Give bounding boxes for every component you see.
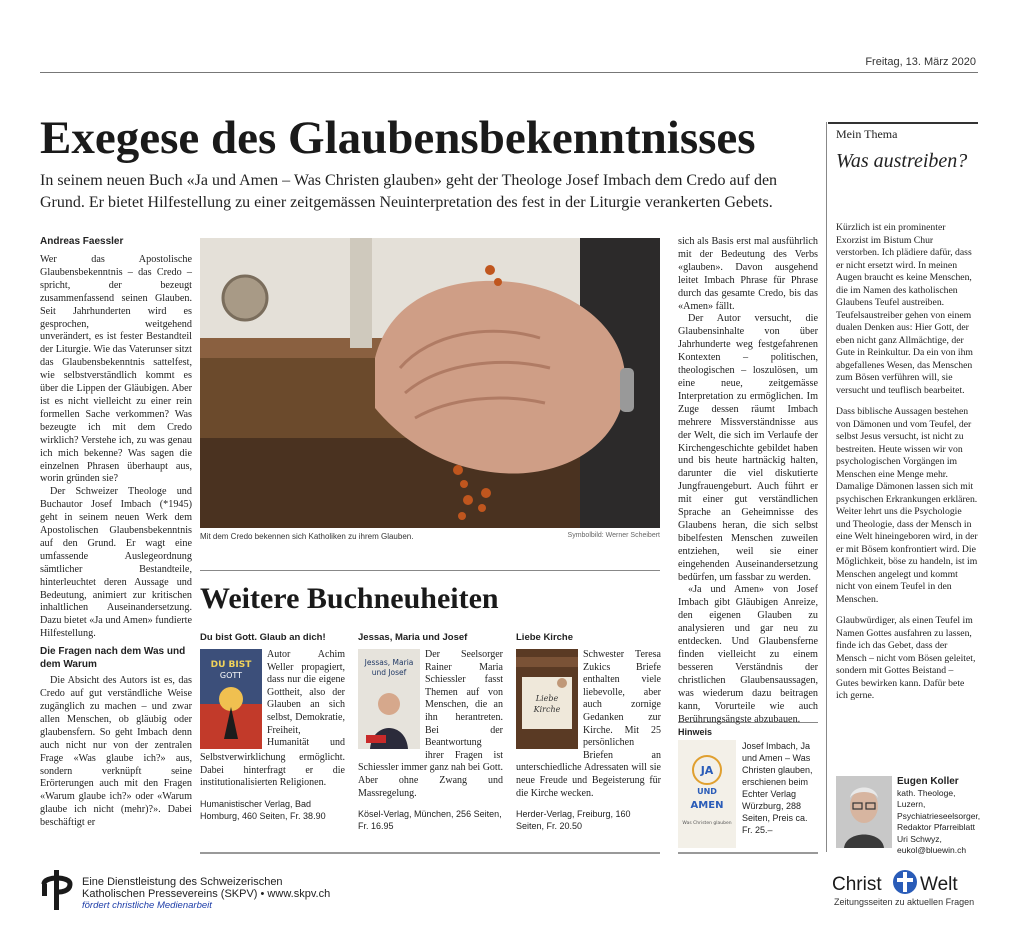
svg-text:Was Christen glauben: Was Christen glauben (682, 821, 732, 826)
author-photo (836, 776, 892, 848)
svg-text:GOTT: GOTT (219, 671, 243, 680)
article-column-3 (678, 236, 818, 725)
more-books-title: Weitere Buchneuheiten (200, 582, 499, 615)
sidebar-body (836, 222, 978, 770)
book-cover (200, 649, 262, 749)
skpv-logo-icon (40, 870, 74, 910)
svg-text:UND: UND (697, 787, 717, 796)
svg-text:Liebe: Liebe (535, 694, 559, 703)
book-publisher: Herder-Verlag, Freiburg, 160 Seiten, Fr. 20.50 (516, 809, 631, 832)
book-description: Schwester Teresa Zukics Briefe enthalten viele liebevolle, aber auch zornige Gedanken zur Kirche. Mit 25 persönlichen Briefen an unterschiedliche Adressaten will sie neue Freude und Begeisterung für die Kirche wecken. (516, 649, 661, 799)
issue-date: Freitag, 13. März 2020 (865, 56, 976, 68)
book-description: Autor Achim Weller propagiert, dass nur die eigene Gottheit, also der Glauben an sich selbst, Demokratie, Freiheit, Humanität und Selbstverwirklichung ermöglicht. Dabei hinterfragt er die institutionalisierten Religionen. (200, 649, 345, 789)
book-title: Du bist Gott. Glaub an dich! (200, 632, 326, 643)
sidebar-section: Mein Thema (836, 127, 898, 141)
book-cover (516, 649, 578, 749)
svg-text:Jessas, Maria: Jessas, Maria (364, 658, 414, 667)
photo-caption (200, 532, 660, 541)
svg-text:Welt: Welt (920, 874, 958, 895)
hint-bottom-rule (678, 852, 818, 854)
paragraph: Wer das Apostolische Glaubensbekenntnis – das Credo – spricht, der bezeugt zusammenfassend seinen Glauben. Seit Jahrhunderten wird es gesprochen, weitgehend unverändert, es ist fester Bestandteil der Liturgie. Wie das Vaterunser sitzt das Glaubensbekenntnis sattelfest, wie selbstverständlich kommt es über die Lippen der Gläubigen. Aber ist es nicht vielleicht zu einer rein formellen Sache verkommen? Was bezeugte ich mit dem Credo wirklich? Verstehe ich, zu was genau ich mich bekenne? Was sagen die einzelnen Phrasen überhaupt aus, worin gründen sie? (40, 254, 192, 485)
book-item (358, 632, 503, 852)
author-info (897, 776, 981, 857)
svg-text:JA: JA (700, 764, 714, 777)
paragraph: sich als Basis erst mal ausführlich mit der Bedeutung des Verbs «glauben». Davon ausgehend leitet Imbach Phrase für Phrase durch das gesamte Credo, bis das «Amen» fällt. (678, 236, 818, 312)
paragraph: Glaubwürdiger, als einen Teufel im Namen Gottes ausfahren zu lassen, finde ich das Gebet, dass der Mensch – nicht vom Bösen geleitet, sondern mit Gottes Beistand – Gutes bewirken kann. Dafür bete ich gerne. (836, 615, 976, 701)
book-title: Jessas, Maria und Josef (358, 632, 468, 643)
footer-tagline: fördert christliche Medienarbeit (82, 900, 212, 911)
book-publisher: Humanistischer Verlag, Bad Homburg, 460 Seiten, Fr. 38.90 (200, 798, 326, 821)
sidebar-divider (826, 122, 827, 852)
byline: Andreas Faessler (40, 236, 124, 247)
svg-text:DU BIST: DU BIST (210, 660, 252, 670)
article-headline: Exegese des Glaubensbekenntnisses (40, 112, 756, 164)
svg-text:Kirche: Kirche (533, 705, 561, 714)
book-description: Der Seelsorger Rainer Maria Schiessler fasst Themen auf von Menschen, die an ihn herantreten. Bei der Beantwortung ihrer Fragen ist Schiessler immer ganz nah bei Gott. Aber ohne Zwang und Massregelung. (358, 649, 503, 799)
book-cover (358, 649, 420, 749)
paragraph: «Ja und Amen» von Josef Imbach gibt Gläubigen Anreize, den eigenen Glauben zu analysieren und gar neu zu entdecken. Und Glaubensferne finden vielleicht zu einem besseren Verständnis der christlichen Glaubensaussagen, was wiederum dazu beitragen kann, Vorurteile wie auch Berührungsängste abzubauen. (678, 584, 818, 725)
book-item (200, 632, 345, 852)
sidebar-title: Was austreiben? (836, 150, 968, 172)
footer-line: Eine Dienstleistung des Schweizerischen (82, 876, 283, 888)
article-lead: In seinem neuen Buch «Ja und Amen – Was Christen glauben» geht der Theologe Josef Imbach dem Credo auf den Grund. Er bietet Hilfestellung zu einer zeitgemässen Neuinterpretation des fest in der Liturgie verankerten Gebets. (40, 172, 778, 211)
footer-text (82, 876, 330, 912)
article-photo (200, 238, 660, 528)
hint-label: Hinweis (678, 727, 713, 737)
hint-text: Josef Imbach, Ja und Amen – Was Christen glauben, erschienen beim Echter Verlag Würzburg, 288 Seiten, Preis ca. Fr. 25.– (742, 741, 813, 835)
svg-text:AMEN: AMEN (690, 800, 724, 811)
hint-rule (678, 722, 818, 723)
photo-credit: Symbolbild: Werner Scheibert (567, 532, 660, 539)
book-item (516, 632, 661, 852)
caption-text: Mit dem Credo bekennen sich Katholiken zu ihrem Glauben. (200, 532, 414, 541)
svg-text:Christ: Christ (832, 874, 882, 895)
section-bottom-rule (200, 852, 660, 854)
christ-welt-tagline: Zeitungsseiten zu aktuellen Fragen (834, 897, 975, 907)
book-title: Liebe Kirche (516, 632, 574, 643)
svg-text:und Josef: und Josef (371, 668, 407, 677)
sidebar-top-rule (828, 122, 978, 124)
author-email[interactable]: eukol@bluewin.ch (897, 845, 967, 855)
paragraph: Kürzlich ist ein prominenter Exorzist im Bistum Chur verstorben. Ich plädiere dafür, dass er nicht ersetzt wird. In meinen Augen braucht es keine Menschen, die im Namen des katholischen Glaubens Teufel austreiben. Teufelsaustreiber gehen von einem dualen Denken aus: Hier Gott, der eben nicht ganz Allmächtige, der Gute in Reinkultur. Da ein von ihm abgefallenes Wesen, das Menschen zum Bösen verführen will, sie versucht und teuflisch bearbeitet. (836, 222, 973, 396)
paragraph: Der Autor versucht, die Glaubensinhalte von über Jahrhunderte weg festgefahrenen Kontexten – politischen, theologischen – loszulösen, um eine neue, zeitgemässe Interpretation zu ermöglichen. Im Zuge dessen räumt Imbach mehrere Missverständnisse aus der Welt, die sich im Verlaufe der Kirchengeschichte gebildet haben und bis heute hartnäckig halten, darunter die viel diskutierte Jungfrauengeburt. Auch führt er mit einer gut verständlichen Sprache an Geheimnisse des Glaubens heran, die sich selbst bibelfesten Menschen zuweilen entziehen, weil sie einer eingehenden Auseinandersetzung bedürfen, um fassbar zu werden. (678, 313, 818, 583)
author-name: Eugen Koller (897, 776, 959, 787)
article-column-1 (40, 254, 192, 854)
section-rule (200, 570, 660, 571)
subheading: Die Fragen nach dem Was und dem Warum (40, 646, 186, 670)
paragraph: Dass biblische Aussagen bestehen von Dämonen und vom Teufel, der selbst Jesus versucht, ist nicht zu bestreiten. Heute wissen wir von psychologischen Vorgängen im Menschen eine Menge mehr. Damalige Dämonen lassen sich mit psychischen Erkrankungen erklären. Weiter lehrt uns die Psychologie und Theologie, dass der Mensch in eine Welt hineingeboren wird, in der er mit Bösem konfrontiert wird. Die Möglichkeit, böse zu handeln, ist im Menschen angelegt und kommt nicht von einem Teufel in den Menschen. (836, 406, 978, 605)
book-publisher: Kösel-Verlag, München, 256 Seiten, Fr. 16.95 (358, 809, 502, 832)
paragraph: Die Absicht des Autors ist es, das Credo auf gut verständliche Weise zugänglich zu machen – und zwar allen Menschen, ob gläubig oder glaubensfern. So geht Imbach denn auch nicht nur von der zentralen Frage «Was glaube ich?» aus, sondern verknüpft seine Erörterungen auch mit den Fragen «Warum glaube ich?» oder «Warum glaube ich nicht (mehr)?». Dabei beschäftigt er (40, 675, 192, 829)
paragraph: Der Schweizer Theologe und Buchautor Josef Imbach (*1945) geht in seinem neuen Werk dem Apostolischen Glaubensbekenntnis auf den Grund. Er wagt eine umfassende Auslegeordnung sämtlicher Bestandteile, hinterleuchtet deren Aussage und Bedeutung, animiert zur kritischen inhaltlichen Auseinandersetzung. Dazu bietet «Ja und Amen» fundierte Hilfestellung. (40, 486, 192, 640)
top-rule (40, 72, 978, 73)
footer-line: Katholischen Pressevereins (SKPV) • www.skpv.ch (82, 888, 331, 900)
book-cover-ja-und-amen (678, 740, 736, 848)
author-role: kath. Theologe, Luzern, Psychiatrieseelsorger, Redaktor Pfarreiblatt Uri Schwyz, (897, 787, 981, 844)
